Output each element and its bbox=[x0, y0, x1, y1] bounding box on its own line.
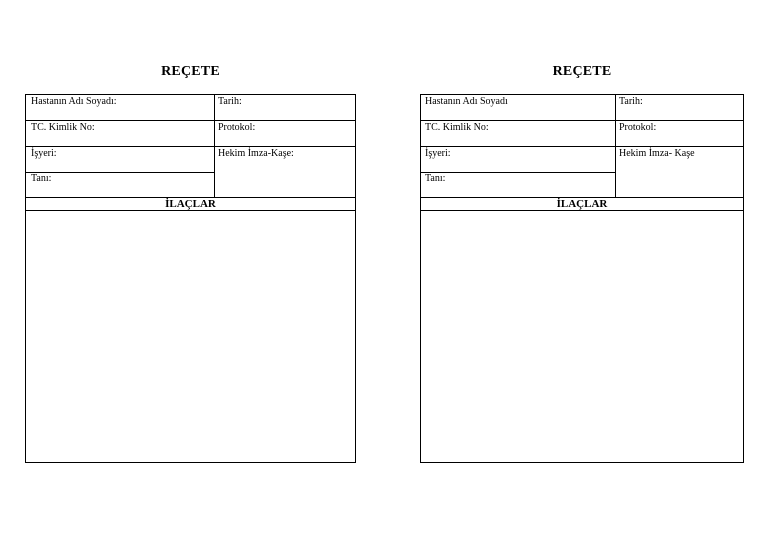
row-divider bbox=[421, 172, 615, 173]
row-divider bbox=[26, 120, 355, 121]
row-divider bbox=[421, 146, 743, 147]
medicines-area[interactable] bbox=[421, 211, 743, 462]
tc-id-field[interactable]: TC. Kimlik No: bbox=[31, 122, 95, 133]
workplace-field[interactable]: İşyeri: bbox=[31, 148, 57, 159]
workplace-field[interactable]: İşyeri: bbox=[425, 148, 451, 159]
doctor-signature-field[interactable]: Hekim İmza-Kaşe: bbox=[218, 148, 294, 159]
prescription-form bbox=[420, 94, 744, 463]
medicines-area[interactable] bbox=[26, 211, 355, 462]
prescription-form bbox=[25, 94, 356, 463]
patient-name-field[interactable]: Hastanın Adı Soyadı: bbox=[31, 96, 117, 107]
date-field[interactable]: Tarih: bbox=[619, 96, 643, 107]
protocol-field[interactable]: Protokol: bbox=[619, 122, 657, 133]
medicines-heading: İLAÇLAR bbox=[165, 198, 216, 210]
row-divider bbox=[26, 146, 355, 147]
diagnosis-field[interactable]: Tanı: bbox=[31, 173, 52, 184]
prescription-title: REÇETE bbox=[161, 64, 220, 79]
doctor-signature-field[interactable]: Hekim İmza- Kaşe bbox=[619, 148, 695, 159]
patient-name-field[interactable]: Hastanın Adı Soyadı bbox=[425, 96, 508, 107]
row-divider bbox=[26, 172, 214, 173]
column-divider bbox=[214, 95, 215, 197]
row-divider bbox=[421, 120, 743, 121]
prescription-title: REÇETE bbox=[552, 64, 612, 79]
protocol-field[interactable]: Protokol: bbox=[218, 122, 256, 133]
diagnosis-field[interactable]: Tanı: bbox=[425, 173, 446, 184]
column-divider bbox=[615, 95, 616, 197]
tc-id-field[interactable]: TC. Kimlik No: bbox=[425, 122, 489, 133]
date-field[interactable]: Tarih: bbox=[218, 96, 242, 107]
medicines-heading: İLAÇLAR bbox=[556, 198, 608, 210]
